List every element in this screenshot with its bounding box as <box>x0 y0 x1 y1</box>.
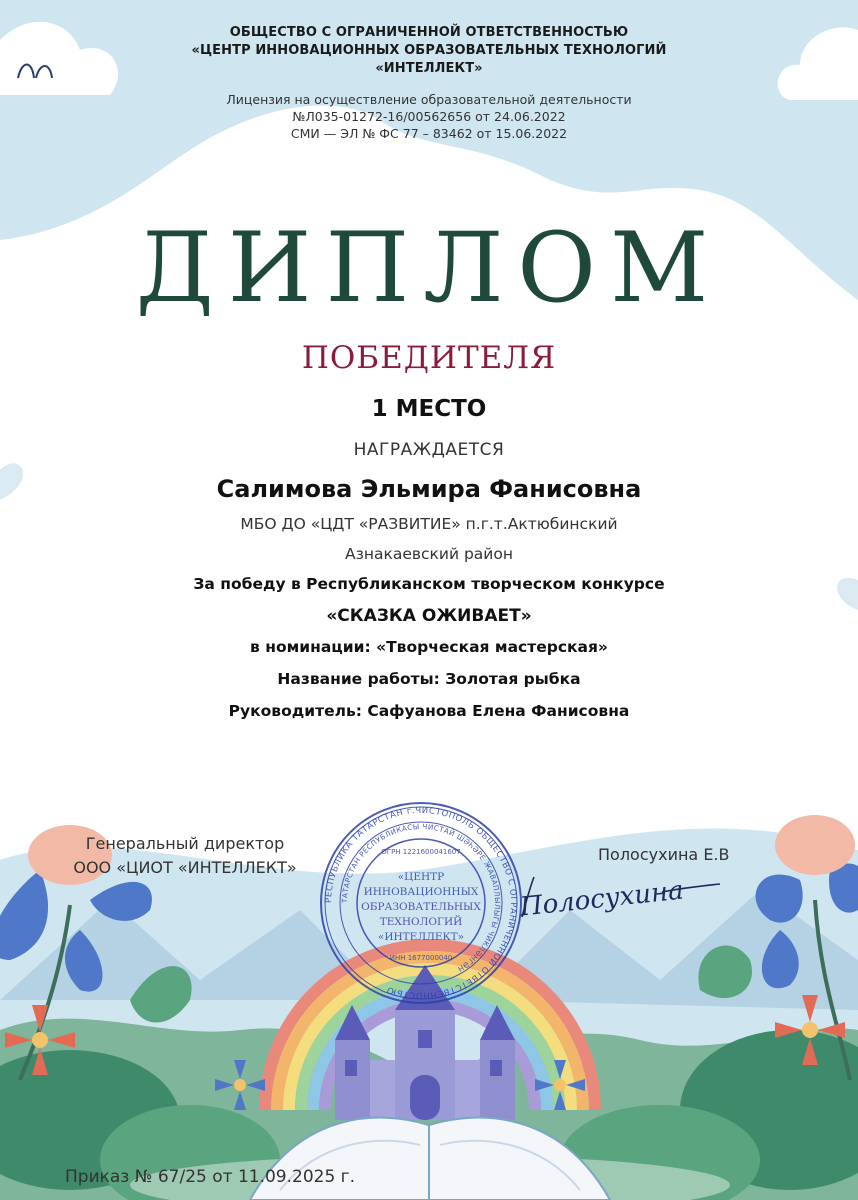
org-line-2: «ЦЕНТР ИННОВАЦИОННЫХ ОБРАЗОВАТЕЛЬНЫХ ТЕХНОЛОГИЙ <box>191 43 667 58</box>
stamp-ogrn: ОГРН 1221600041607 <box>381 848 461 856</box>
stamp-inner-text: ТАТАРСТАН РЕСПУБЛИКАСЫ ЧИСТАЙ ШӘҺӘРЕ ЖАВАПЛЫЛЫГЫ ЧИКЛӘНГӘН <box>339 821 503 974</box>
order-number: Приказ № 67/25 от 11.09.2025 г. <box>65 1167 356 1187</box>
recipient-name: Салимова Эльмира Фанисовна <box>216 475 642 503</box>
org-line-3: «ИНТЕЛЛЕКТ» <box>375 61 483 76</box>
diploma-subtitle: ПОБЕДИТЕЛЯ <box>301 340 557 376</box>
stamp-center-line-4: ТЕХНОЛОГИЙ <box>379 916 463 928</box>
director-name: Полосухина Е.В <box>598 845 730 864</box>
director-title-line-1: Генеральный директор <box>85 834 285 853</box>
stamp-inn: ИНН 1677000040 <box>389 954 453 962</box>
contest-name: «СКАЗКА ОЖИВАЕТ» <box>326 606 532 626</box>
signature-text: Полосухина <box>518 875 685 923</box>
director-title-line-2: ООО «ЦИОТ «ИНТЕЛЛЕКТ» <box>73 858 297 877</box>
license-line-3: СМИ — ЭЛ № ФС 77 – 83462 от 15.06.2022 <box>290 126 568 141</box>
org-line-1: ОБЩЕСТВО С ОГРАНИЧЕННОЙ ОТВЕТСТВЕННОСТЬЮ <box>229 25 629 40</box>
institution-line-2: Азнакаевский район <box>345 545 513 563</box>
stamp-center-line-3: ОБРАЗОВАТЕЛЬНЫХ <box>361 901 481 913</box>
license-line-2: №Л035-01272-16/00562656 от 24.06.2022 <box>292 109 566 124</box>
stamp-center-line-1: «ЦЕНТР <box>397 871 445 883</box>
stamp-center-line-5: «ИНТЕЛЛЕКТ» <box>377 931 465 943</box>
institution-line-1: МБО ДО «ЦДТ «РАЗВИТИЕ» п.г.т.Актюбинский <box>240 515 618 533</box>
official-stamp <box>318 800 524 1006</box>
license-line-1: Лицензия на осуществление образовательной деятельности <box>226 92 632 107</box>
handwritten-signature <box>512 862 722 932</box>
stamp-outer-text: РЕСПУБЛИКА ТАТАРСТАН г.ЧИСТОПОЛЬ ОБЩЕСТВО С ОГРАНИЧЕННОЙ ОТВЕТСТВЕННОСТЬЮ <box>323 805 519 1001</box>
nomination-line: в номинации: «Творческая мастерская» <box>250 638 608 656</box>
stamp-center-line-2: ИННОВАЦИОННЫХ <box>363 886 479 898</box>
for-line: За победу в Республиканском творческом конкурсе <box>193 575 665 593</box>
place-label: 1 МЕСТО <box>371 396 487 422</box>
diploma-title: ДИПЛОМ <box>135 212 723 324</box>
supervisor-line: Руководитель: Сафуанова Елена Фанисовна <box>228 702 630 720</box>
work-title-line: Название работы: Золотая рыбка <box>277 670 581 688</box>
awarded-label: НАГРАЖДАЕТСЯ <box>353 440 505 460</box>
